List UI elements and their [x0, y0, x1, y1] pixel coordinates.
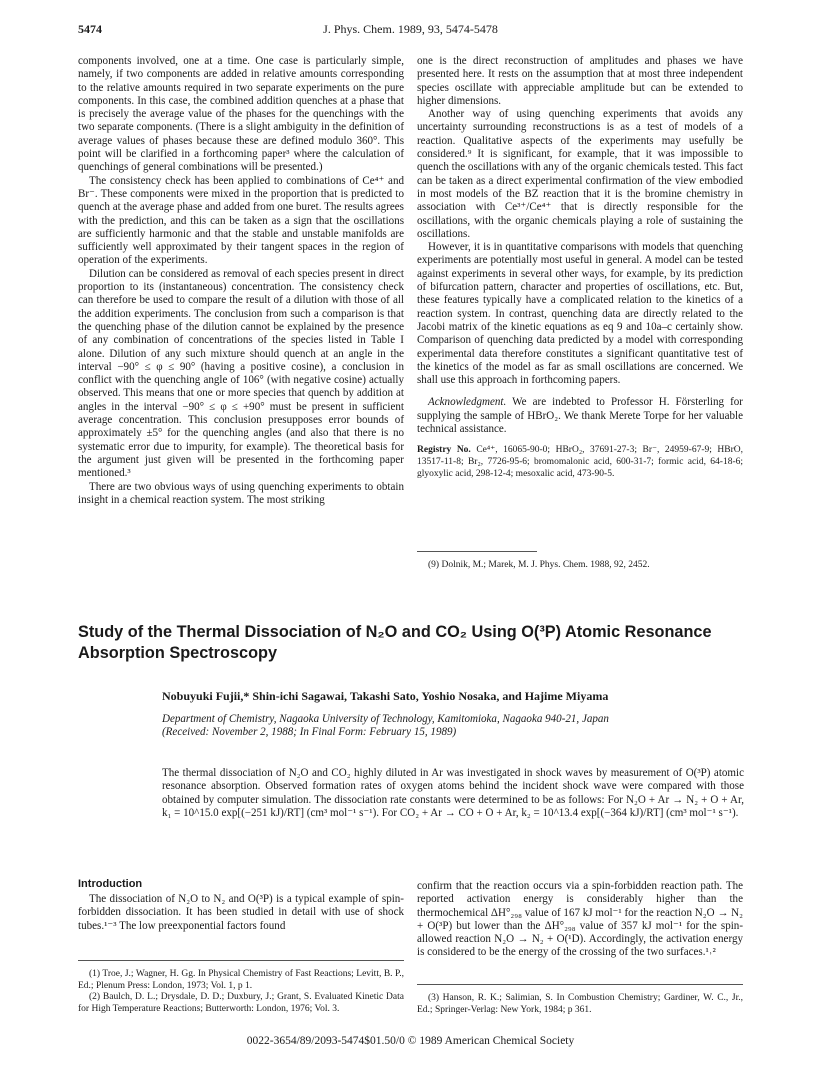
footnote-rule — [417, 984, 743, 985]
footnotes-left — [78, 969, 404, 1015]
authors: Nobuyuki Fujii,* Shin-ichi Sagawai, Takashi Sato, Yoshio Nosaka, and Hajime Miyama — [162, 689, 609, 703]
footnote: (2) Baulch, D. L.; Drysdale, D. D.; Duxbury, J.; Grant, S. Evaluated Kinetic Data for High Temperature Reactions; Butterworth: London, 1976; Vol. 3. — [78, 992, 404, 1014]
footnote-9 — [417, 560, 743, 572]
acknowledgment-text: We are indebted to Professor H. Försterling for supplying the sample of HBrO₂. We thank Merete Torpe for her valuable technical assistance. — [417, 396, 743, 436]
journal-header: J. Phys. Chem. 1989, 93, 5474-5478 — [323, 22, 498, 36]
paragraph: Another way of using quenching experiments that avoids any uncertainty surrounding reconstructions is as a test of models of a reaction. Qualitative aspects of the experiments may usefully be considered.⁹ It is significant, for example, that it was impossible to quench the oscillations with any of the organic chemicals tested. This fact can be taken as a direct experimental confirmation of the view embodied in most models of the BZ reaction that it is the bromine chemistry in association with Ce³⁺/Ce⁴⁺ that is directly responsible for the oscillations, with the organic chemicals playing a role of sustaining the oscillations. — [417, 108, 743, 240]
registry-numbers — [417, 445, 743, 480]
footnote-rule — [78, 960, 404, 961]
abstract: The thermal dissociation of N₂O and CO₂ highly diluted in Ar was investigated in shock waves by measurement of O(³P) atomic resonance absorption. Observed formation rates of oxygen atoms behind the incident shock wave were compared with those obtained by computer simulation. The dissociation rate constants were determined to be as follows: For N₂O + Ar → N₂ + O + Ar, k₁ = 10^15.0 exp[(−251 kJ)/RT] (cm³ mol⁻¹ s⁻¹). For CO₂ + Ar → CO + O + Ar, k₂ = 10^13.4 exp[(−364 kJ)/RT] (cm³ mol⁻¹ s⁻¹). — [162, 767, 744, 819]
paragraph: components involved, one at a time. One case is particularly simple, namely, if two components are added in relative amounts corresponding to the relative amounts required in two separate experiments on the pure components. In this case, the combined addition quenches at a phase that is precisely the average value of the phases for the quenchings with the two separate components. (There is a slight ambiguity in the definition of average values of phases because these are defined modulo 360°. This point will be clarified in a forthcoming paper³ where the calculation of quenchings of general combinations will be presented.) — [78, 55, 404, 174]
received-dates: (Received: November 2, 1988; In Final Form: February 15, 1989) — [162, 726, 457, 739]
paragraph: There are two obvious ways of using quenching experiments to obtain insight in a chemical reaction system. The most striking — [78, 480, 404, 506]
copyright-footer: 0022-3654/89/2093-5474$01.50/0 © 1989 American Chemical Society — [246, 1035, 575, 1047]
paragraph: confirm that the reaction occurs via a spin-forbidden reaction path. The reported activation energy is considerably higher than the thermochemical ΔH°₂₉₈ value of 167 kJ mol⁻¹ for the reaction N₂O → N₂ + O(³P) but lower than the ΔH°₂₉₈ value of 357 kJ mol⁻¹ for the spin-allowed reaction N₂O → N₂ + O(¹D). Accordingly, the activation energy is considered to be the energy of the crossing of the two surfaces.¹˒² — [417, 880, 743, 959]
article-title: Study of the Thermal Dissociation of N₂O and CO₂ Using O(³P) Atomic Resonance Absorption Spectroscopy — [78, 623, 712, 662]
paragraph: The consistency check has been applied to combinations of Ce⁴⁺ and Br⁻. These components were mixed in the proportion that is predicted to quench at the average phase and added from one buret. The results agrees with the prediction, and this can be taken as a sign that the oscillations are sufficiently harmonic and that the stable and unstable manifolds are sufficiently well approximated by their tangent spaces in the region of operation of the experiments. — [78, 174, 404, 267]
paragraph: However, it is in quantitative comparisons with models that quenching experiments are potentially most useful in general. A model can be tested against experiments in several other ways, for example, by its prediction of bifurcation pattern, character and properties of oscillations, etc. But, these features typically have a complicated relation to the kinetics of a reaction system. In contrast, quenching data are directly related to the Jacobi matrix of the kinetic equations as eq 9 and 10a–c certainly show. Comparison of quenching data predicted by a model with corresponding experimental data therefore constitutes a significant quantitative test of the kinetics of the model as far as small oscillations are concerned. We shall use this approach in forthcoming papers. — [417, 241, 743, 387]
acknowledgment — [417, 396, 743, 436]
footnote: (3) Hanson, R. K.; Salimian, S. In Combustion Chemistry; Gardiner, W. C., Jr., Ed.; Springer-Verlag: New York, 1984; p 361. — [417, 993, 743, 1015]
registry-label: Registry No. — [417, 445, 471, 456]
introduction-right-column — [417, 880, 743, 960]
affiliation-block — [162, 713, 762, 740]
paragraph: one is the direct reconstruction of amplitudes and phases we have presented here. It rests on the assumption that at most three independent species oscillate with appreciable amplitude but can be extended to higher dimensions. — [417, 55, 743, 107]
footnote: (1) Troe, J.; Wagner, H. Gg. In Physical Chemistry of Fast Reactions; Levitt, B. P., Ed.; Plenum Press: London, 1973; Vol. 1, p 1. — [78, 969, 404, 991]
footnotes-right — [417, 993, 743, 1016]
paragraph: Dilution can be considered as removal of each species present in direct proportion to its (instantaneous) concentration. The consistency check can therefore be used to compare the result of a dilution with those of all the addition experiments. The conclusion from such a comparison is that the quenching phase of the dilution cannot be explained by the presence of any combination of concentrations of the species listed in Table I alone. Dilution of any such mixture should quench at an angle in the interval −90° ≤ φ ≤ 90° (having a positive cosine), a conclusion in conflict with the quenching angle of 106° (with negative cosine) actually observed. This means that one or more species that quench by addition at angles in the interval −90° ≤ φ ≤ +90° must be present in sufficient average concentration. This conclusion presupposes error bounds of approximately ±5° for the quenching angles (and also that there is no systematic error due to impurity, for example). The theoretical basis for the argument just given will be presented in the forthcoming paper mentioned.³ — [78, 267, 404, 480]
footnote-rule — [417, 551, 537, 552]
page-number: 5474 — [78, 22, 102, 36]
paragraph: The dissociation of N₂O to N₂ and O(³P) is a typical example of spin-forbidden dissociation. It has been studied in detail with use of shock tubes.¹⁻³ The low preexponential factors found — [78, 893, 404, 932]
footnote: (9) Dolnik, M.; Marek, M. J. Phys. Chem. 1988, 92, 2452. — [428, 560, 650, 570]
affiliation: Department of Chemistry, Nagaoka University of Technology, Kamitomioka, Nagaoka 940-21, Japan — [162, 713, 609, 725]
acknowledgment-label: Acknowledgment. — [428, 396, 507, 409]
introduction-left-column — [78, 893, 404, 933]
previous-article-right-column — [417, 55, 743, 480]
registry-text: Ce⁴⁺, 16065-90-0; HBrO₂, 37691-27-3; Br⁻, 24959-67-9; HBrO, 13517-11-8; Br₂, 7726-95-6; bromomalonic acid, 600-31-7; formic acid, 64-18-6; glyoxylic acid, 298-12-4; mesoxalic acid, 473-90-5. — [417, 445, 743, 479]
section-heading-introduction: Introduction — [78, 878, 143, 890]
previous-article-left-column — [78, 55, 404, 507]
